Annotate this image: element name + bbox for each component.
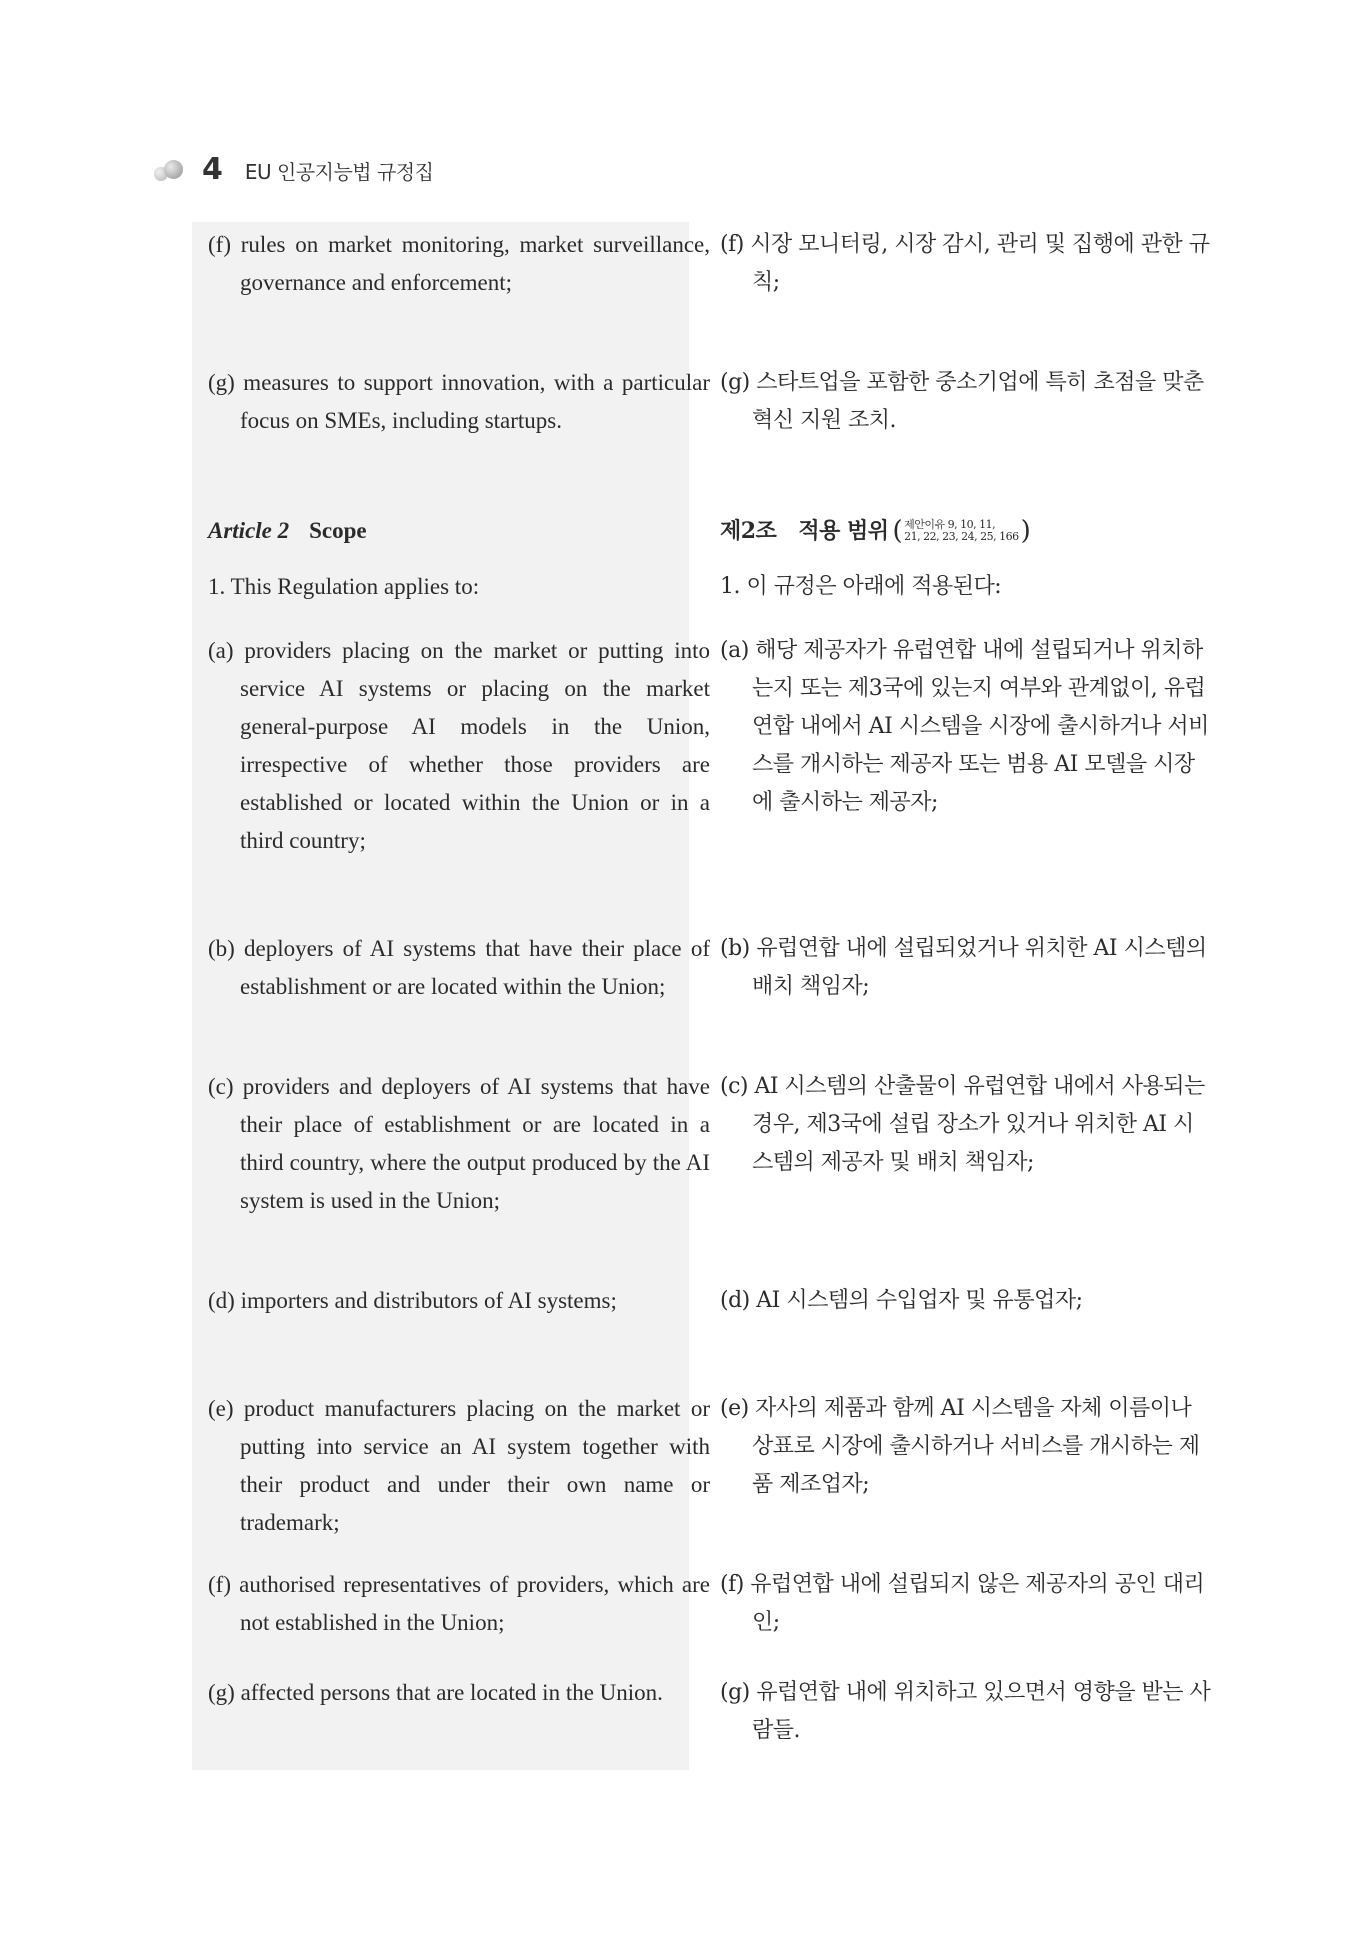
article-heading-ko bbox=[720, 512, 1182, 550]
english-text: (e) product manufacturers placing on the market or putting into service an AI system together with their product and under their own name or trademark; bbox=[208, 1396, 710, 1535]
english-text: (g) affected persons that are located in the Union. bbox=[208, 1680, 663, 1705]
english-text: (f) authorised representatives of providers, which are not established in the Union; bbox=[208, 1572, 710, 1635]
korean-text: (f) 시장 모니터링, 시장 감시, 관리 및 집행에 관한 규칙; bbox=[720, 232, 1210, 295]
bullet-dots-icon bbox=[152, 157, 198, 183]
bilingual-table bbox=[192, 222, 1211, 1770]
korean-text: (e) 자사의 제품과 함께 AI 시스템을 자체 이름이나 상표로 시장에 출시하거나 서비스를 개시하는 제품 제조업자; bbox=[720, 1396, 1200, 1497]
korean-text: (a) 해당 제공자가 유럽연합 내에 설립되거나 위치하는지 또는 제3국에 있는지 여부와 관계없이, 유럽연합 내에서 AI 시스템을 시장에 출시하거나 서비스를 개시하는 제공자 또는 범용 AI 모델을 시장에 출시하는 제공자; bbox=[720, 638, 1209, 815]
english-text: (d) importers and distributors of AI systems; bbox=[208, 1288, 617, 1313]
korean-text: (b) 유럽연합 내에 설립되었거나 위치한 AI 시스템의 배치 책임자; bbox=[720, 936, 1207, 999]
english-text: (b) deployers of AI systems that have their place of establishment or are located within the Union; bbox=[208, 936, 710, 999]
recital-reference-line: 21, 22, 23, 24, 25, 166 bbox=[904, 530, 1019, 543]
page-number: 4 bbox=[202, 152, 223, 187]
article-heading-en bbox=[208, 512, 678, 550]
article-title-ko: 적용 범위 bbox=[798, 518, 889, 544]
english-text: (f) rules on market monitoring, market surveillance, governance and enforcement; bbox=[208, 232, 710, 295]
korean-text: (d) AI 시스템의 수입업자 및 유통업자; bbox=[720, 1288, 1083, 1313]
article-label-ko: 제2조 bbox=[720, 518, 777, 544]
korean-text: (g) 스타트업을 포함한 중소기업에 특히 초점을 맞춘 혁신 지원 조치. bbox=[720, 370, 1204, 433]
recital-reference-line: 제안이유 9, 10, 11, bbox=[904, 518, 996, 531]
english-text: (g) measures to support innovation, with a particular focus on SMEs, including startups. bbox=[208, 370, 710, 433]
english-text: (c) providers and deployers of AI systems that have their place of establishment or are located in a third country, where the output produced by the AI system is used in the Union; bbox=[208, 1074, 710, 1213]
korean-text: (g) 유럽연합 내에 위치하고 있으면서 영향을 받는 사람들. bbox=[720, 1680, 1211, 1743]
english-text: (a) providers placing on the market or putting into service AI systems or placing on the market general-purpose AI models in the Union, irrespective of whether those providers are established or located within the Union or in a third country; bbox=[208, 638, 710, 853]
korean-text: (f) 유럽연합 내에 설립되지 않은 제공자의 공인 대리인; bbox=[720, 1572, 1205, 1635]
article-label: Article 2 bbox=[208, 518, 290, 543]
page-header bbox=[152, 150, 433, 190]
korean-text: 1. 이 규정은 아래에 적용된다: bbox=[720, 574, 1002, 599]
article-title: Scope bbox=[309, 518, 367, 543]
running-title: EU 인공지능법 규정집 bbox=[244, 159, 434, 184]
korean-text: (c) AI 시스템의 산출물이 유럽연합 내에서 사용되는 경우, 제3국에 설립 장소가 있거나 위치한 AI 시스템의 제공자 및 배치 책임자; bbox=[720, 1074, 1205, 1175]
recital-reference: ( 제안이유 9, 10, 11, 21, 22, 23, 24, 25, 166 ) bbox=[892, 516, 1031, 546]
english-text: 1. This Regulation applies to: bbox=[208, 574, 480, 599]
